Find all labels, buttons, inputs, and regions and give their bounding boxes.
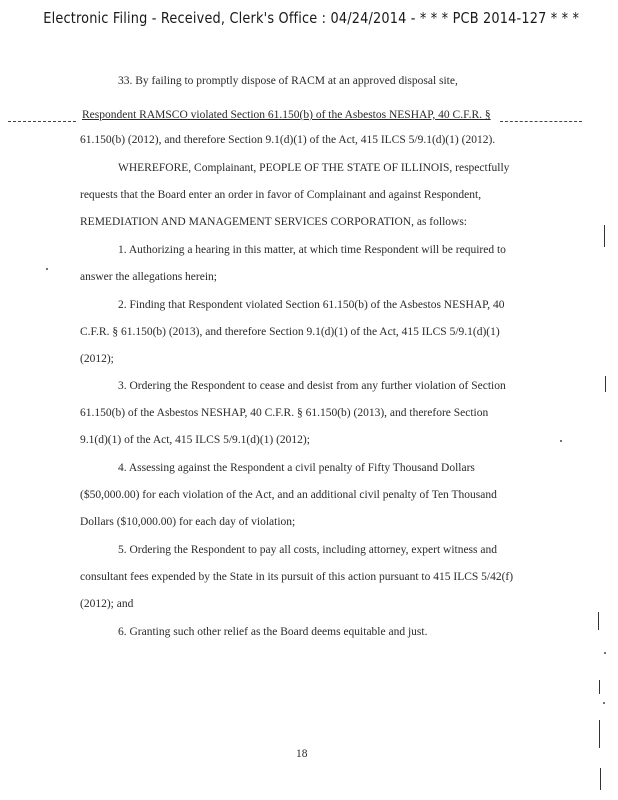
scan-artifact-dot xyxy=(46,268,48,270)
paragraph-33-line-2: Respondent RAMSCO violated Section 61.150(b) of the Asbestos NESHAP, 40 C.F.R. § xyxy=(82,109,491,121)
paragraph-33-line-3: 61.150(b) (2012), and therefore Section 9.1(d)(1) of the Act, 415 ILCS 5/9.1(d)(1) (2012). xyxy=(80,134,496,146)
scan-artifact-dot xyxy=(603,702,605,704)
scan-artifact-mark xyxy=(600,768,601,790)
relief-item-4-line-1: 4. Assessing against the Respondent a civil penalty of Fifty Thousand Dollars xyxy=(118,462,475,474)
relief-item-5-line-2: consultant fees expended by the State in its pursuit of this action pursuant to 415 ILCS 5/42(f) xyxy=(80,571,514,583)
page-number: 18 xyxy=(296,748,308,760)
scan-artifact-mark xyxy=(599,720,600,748)
filing-stamp-header: Electronic Filing - Received, Clerk's Office : 04/24/2014 - * * * PCB 2014-127 * * * xyxy=(43,9,580,27)
relief-item-1-line-1: 1. Authorizing a hearing in this matter, at which time Respondent will be required to xyxy=(118,244,506,256)
relief-item-3-line-1: 3. Ordering the Respondent to cease and desist from any further violation of Section xyxy=(118,380,506,392)
relief-item-4-line-2: ($50,000.00) for each violation of the Act, and an additional civil penalty of Ten Thousand xyxy=(80,489,497,501)
relief-item-2-line-3: (2012); xyxy=(80,353,114,365)
relief-item-3-line-3: 9.1(d)(1) of the Act, 415 ILCS 5/9.1(d)(1) (2012); xyxy=(80,434,310,446)
scan-dash-rule-right xyxy=(500,121,582,122)
relief-item-5-line-1: 5. Ordering the Respondent to pay all costs, including attorney, expert witness and xyxy=(118,544,497,556)
scan-artifact-mark xyxy=(605,376,606,392)
relief-item-4-line-3: Dollars ($10,000.00) for each day of violation; xyxy=(80,516,296,528)
wherefore-line-3: REMEDIATION AND MANAGEMENT SERVICES CORPORATION, as follows: xyxy=(80,216,468,228)
wherefore-line-1: WHEREFORE, Complainant, PEOPLE OF THE STATE OF ILLINOIS, respectfully xyxy=(118,162,510,174)
relief-item-2-line-1: 2. Finding that Respondent violated Section 61.150(b) of the Asbestos NESHAP, 40 xyxy=(118,299,505,311)
relief-item-3-line-2: 61.150(b) of the Asbestos NESHAP, 40 C.F.R. § 61.150(b) (2013), and therefore Section xyxy=(80,407,489,419)
scan-artifact-dot xyxy=(560,440,562,442)
scan-dash-rule-left xyxy=(8,121,76,122)
scan-artifact-dot xyxy=(604,652,606,654)
relief-item-5-line-3: (2012); and xyxy=(80,598,134,610)
relief-item-6-line-1: 6. Granting such other relief as the Board deems equitable and just. xyxy=(118,626,428,638)
relief-item-1-line-2: answer the allegations herein; xyxy=(80,271,217,283)
paragraph-33-line-1: 33. By failing to promptly dispose of RACM at an approved disposal site, xyxy=(118,75,458,87)
relief-item-2-line-2: C.F.R. § 61.150(b) (2013), and therefore Section 9.1(d)(1) of the Act, 415 ILCS 5/9.1(d)(1) xyxy=(80,326,500,338)
scan-artifact-mark xyxy=(598,612,599,630)
wherefore-line-2: requests that the Board enter an order in favor of Complainant and against Respondent, xyxy=(80,189,482,201)
scan-artifact-mark xyxy=(604,225,605,247)
scan-artifact-mark xyxy=(599,680,600,694)
